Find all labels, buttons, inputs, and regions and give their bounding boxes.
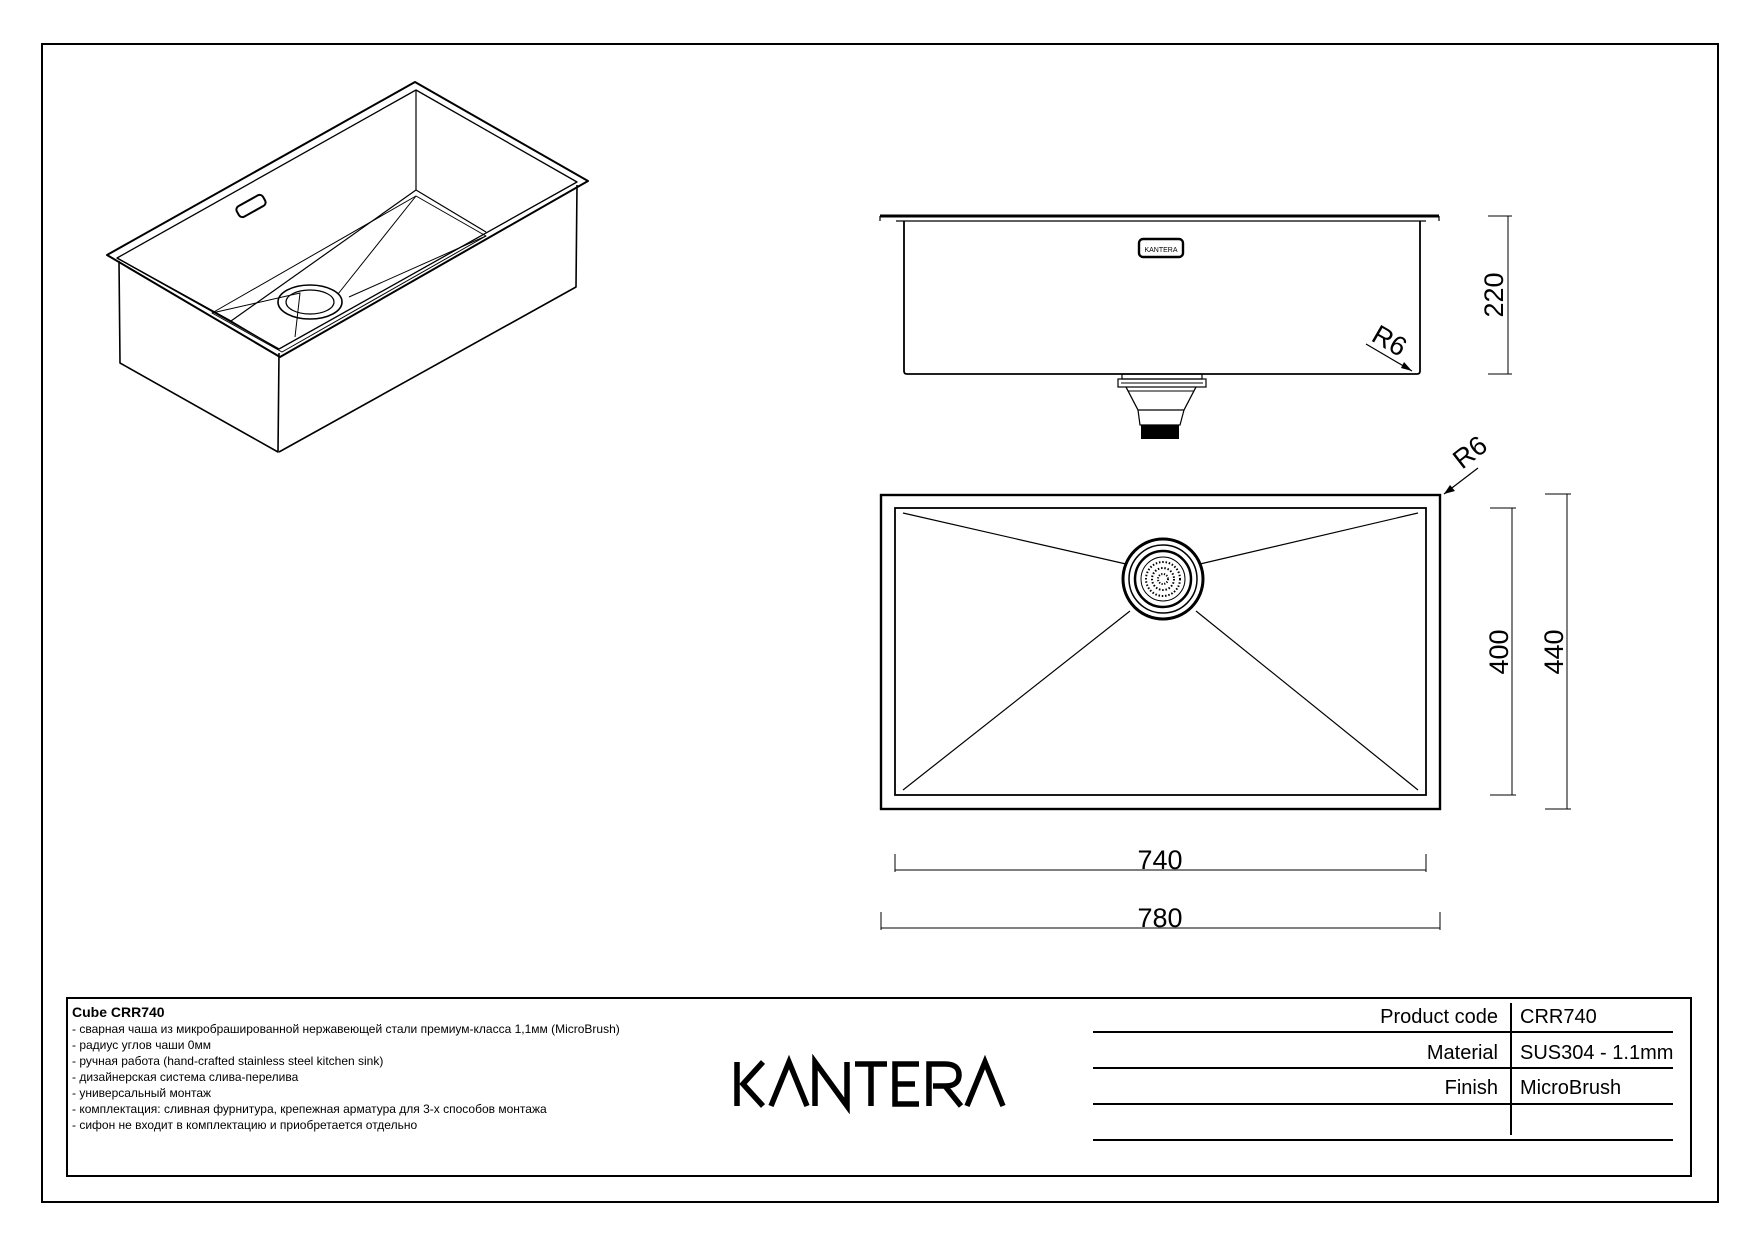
inner-width-dimension: 740 [1137,845,1183,875]
side-radius-label: R6 [1367,319,1412,363]
top-view [881,430,1571,933]
isometric-view [107,82,588,452]
description-item: - ручная работа (hand-crafted stainless steel kitchen sink) [72,1054,384,1068]
spec-value-finish: MicroBrush [1520,1077,1622,1099]
description-item: - универсальный монтаж [72,1086,212,1100]
product-title: Cube CRR740 [72,1004,165,1020]
description-item: - радиус углов чаши 0мм [72,1038,211,1052]
drain-strainer [1123,539,1203,619]
spec-label-product-code: Product code [1380,1006,1498,1028]
description-item: - дизайнерская система слива-перелива [72,1070,299,1084]
outer-width-dimension: 780 [1137,903,1183,933]
side-view [880,216,1512,439]
outer-height-dimension: 440 [1539,629,1569,675]
top-radius-label: R6 [1447,429,1493,475]
badge-text: KANTERA [1144,247,1178,254]
depth-dimension: 220 [1479,272,1509,318]
drain-fitting-side [1118,374,1206,439]
kantera-logo [733,1054,1033,1114]
spec-value-product-code: CRR740 [1520,1006,1597,1028]
spec-value-material: SUS304 - 1.1mm [1520,1042,1674,1064]
inner-height-dimension: 400 [1484,629,1514,675]
spec-label-finish: Finish [1444,1077,1498,1099]
description-item: - комплектация: сливная фурнитура, крепежная арматура для 3-х способов монтажа [72,1102,547,1116]
spec-label-material: Material [1426,1042,1498,1064]
product-description [72,1004,732,1133]
description-item: - сварная чаша из микробрашированной нержавеющей стали премиум-класса 1,1мм (MicroBrush) [72,1022,620,1036]
side-view-body [904,221,1420,374]
description-item: - сифон не входит в комплектацию и приобретается отдельно [72,1118,418,1132]
